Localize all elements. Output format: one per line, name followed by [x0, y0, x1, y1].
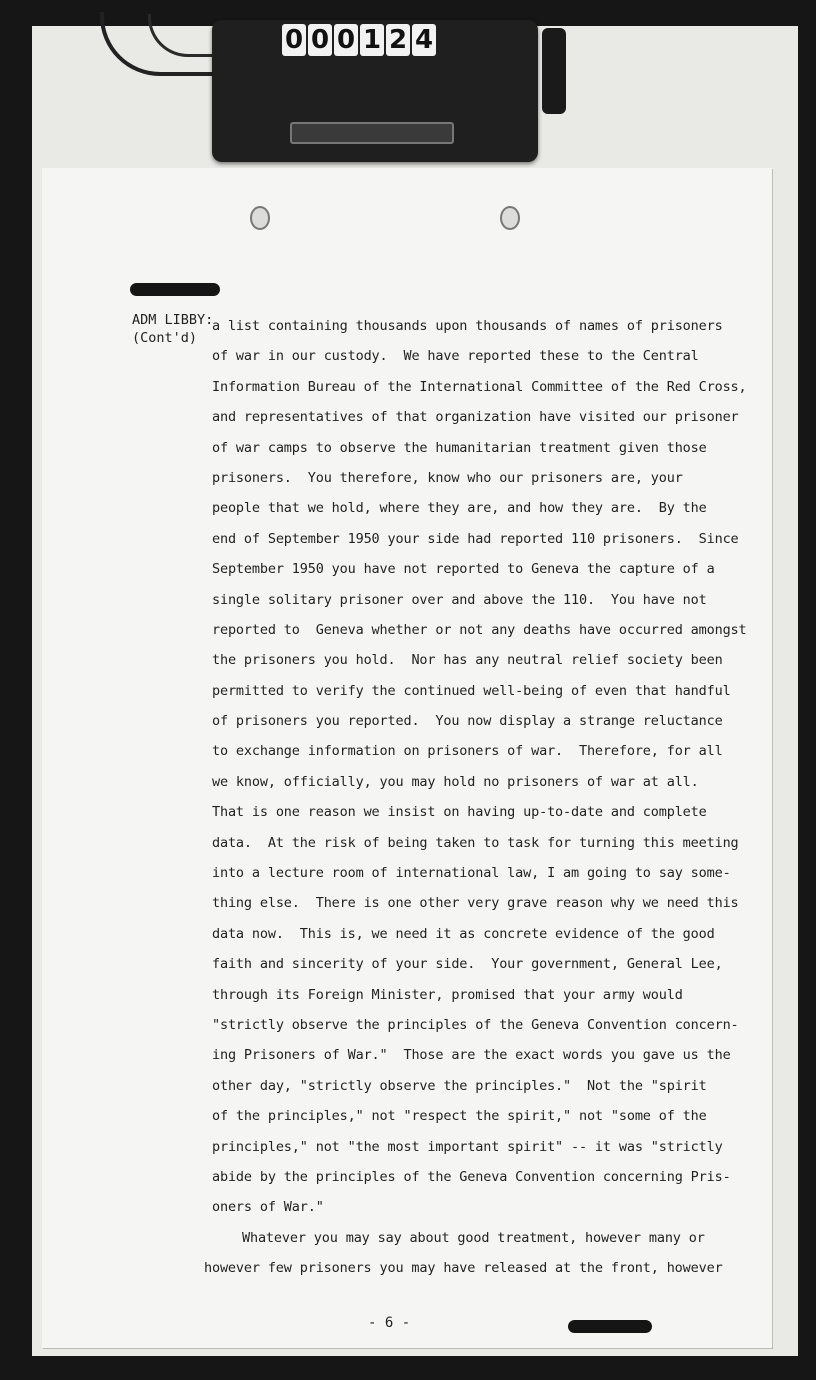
text-line: single solitary prisoner over and above the 110. You have not — [212, 591, 707, 608]
counter-digit: 4 — [412, 24, 436, 56]
text-line: of war in our custody. We have reported these to the Central — [212, 348, 699, 365]
counter-digit: 0 — [334, 24, 358, 56]
text-line: abide by the principles of the Geneva Convention concerning Pris- — [212, 1168, 731, 1185]
text-line: through its Foreign Minister, promised that your army would — [212, 986, 683, 1003]
counter-digit: 0 — [282, 24, 306, 56]
text-line: prisoners. You therefore, know who our prisoners are, your — [212, 469, 683, 486]
redaction-mark-top — [130, 283, 220, 296]
text-line: data now. This is, we need it as concrete evidence of the good — [212, 925, 715, 942]
text-line: reported to Geneva whether or not any deaths have occurred amongst — [212, 621, 747, 638]
counter-digit: 1 — [360, 24, 384, 56]
text-line: however few prisoners you may have released at the front, however — [204, 1260, 723, 1277]
text-line: a list containing thousands upon thousands of names of prisoners — [212, 318, 723, 334]
punch-hole-left — [250, 206, 270, 230]
counter-digit: 0 — [308, 24, 332, 56]
text-line: That is one reason we insist on having up-to-date and complete — [212, 804, 707, 821]
text-line: September 1950 you have not reported to Geneva the capture of a — [212, 561, 715, 578]
speaker-label: ADM LIBBY: (Cont'd) — [132, 312, 214, 346]
redaction-mark-bottom — [568, 1320, 652, 1333]
text-line: of war camps to observe the humanitarian treatment given those — [212, 439, 707, 456]
text-line: oners of War." — [212, 1199, 324, 1216]
text-line: principles," not "the most important spirit" -- it was "strictly — [212, 1138, 723, 1155]
text-line: ing Prisoners of War." Those are the exact words you gave us the — [212, 1047, 731, 1064]
punch-hole-right — [500, 206, 520, 230]
text-line: Whatever you may say about good treatment, however many or — [242, 1229, 705, 1246]
frame-counter — [282, 24, 436, 58]
transcript-body — [204, 311, 752, 1284]
text-line: permitted to verify the continued well-being of even that handful — [212, 682, 731, 699]
document-page — [42, 168, 772, 1348]
text-line: into a lecture room of international law, I am going to say some- — [212, 865, 731, 882]
text-line: faith and sincerity of your side. Your government, General Lee, — [212, 956, 723, 973]
text-line: and representatives of that organization have visited our prisoner — [212, 409, 739, 426]
text-line: data. At the risk of being taken to task for turning this meeting — [212, 834, 739, 851]
text-line: of prisoners you reported. You now display a strange reluctance — [212, 713, 723, 730]
text-line: the prisoners you hold. Nor has any neutral relief society been — [212, 652, 723, 669]
text-line: we know, officially, you may hold no prisoners of war at all. — [212, 773, 699, 790]
counter-slot — [290, 122, 454, 144]
text-line: Information Bureau of the International Committee of the Red Cross, — [212, 378, 747, 395]
text-line: of the principles," not "respect the spirit," not "some of the — [212, 1108, 707, 1125]
counter-knob — [542, 28, 566, 114]
text-line: "strictly observe the principles of the Geneva Convention concern- — [212, 1016, 739, 1033]
page-number: - 6 - — [368, 1315, 411, 1331]
text-line: people that we hold, where they are, and how they are. By the — [212, 500, 707, 517]
counter-digit: 2 — [386, 24, 410, 56]
text-line: to exchange information on prisoners of war. Therefore, for all — [212, 743, 723, 760]
text-line: thing else. There is one other very grave reason why we need this — [212, 895, 739, 912]
text-line: end of September 1950 your side had reported 110 prisoners. Since — [212, 530, 739, 547]
text-line: other day, "strictly observe the principles." Not the "spirit — [212, 1077, 707, 1094]
